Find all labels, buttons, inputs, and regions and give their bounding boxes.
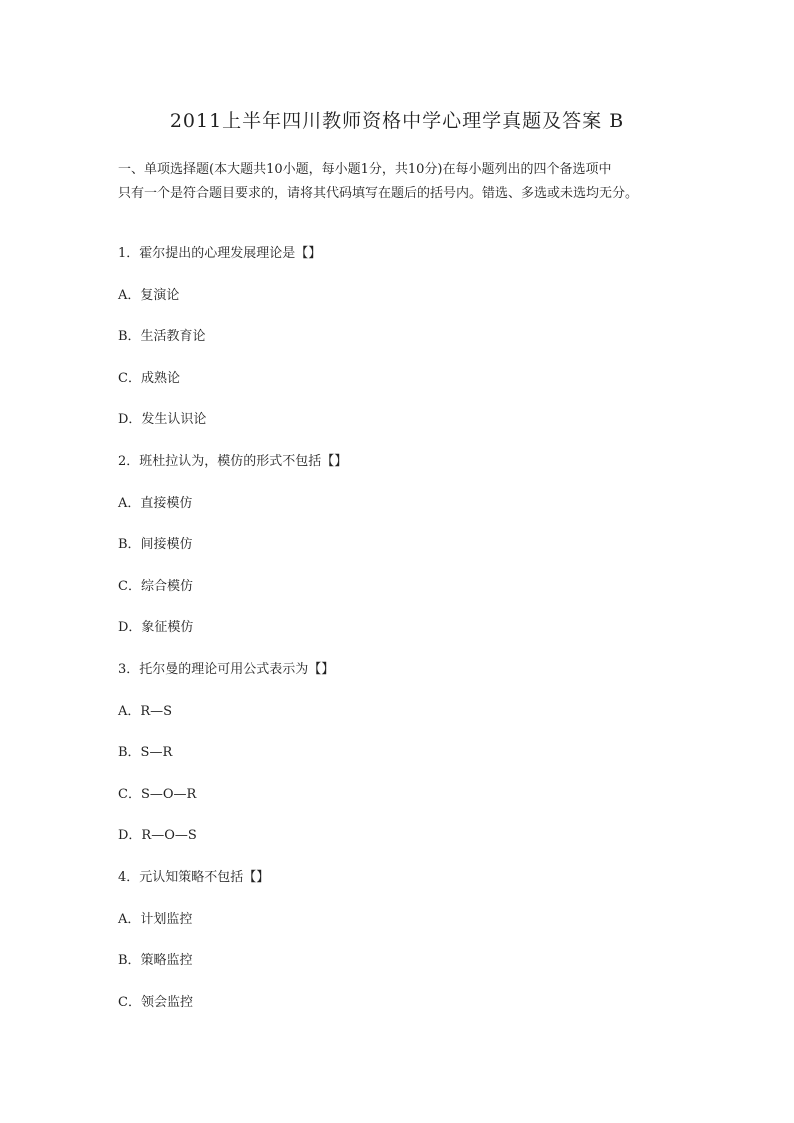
option-2b: B．间接模仿 (118, 537, 193, 553)
option-3c: C．S—O—R (118, 786, 197, 802)
document-title: 2011上半年四川教师资格中学心理学真题及答案 B (169, 110, 625, 132)
section-header-line-1: 一、单项选择题(本大题共10小题，每小题1分，共10分)在每小题列出的四个备选项中 (118, 162, 612, 177)
question-1: 1．霍尔提出的心理发展理论是【】 (118, 246, 322, 261)
option-2d: D．象征模仿 (118, 620, 194, 636)
option-3d: D．R—O—S (118, 828, 197, 844)
question-2: 2．班杜拉认为，模仿的形式不包括【】 (118, 453, 348, 469)
question-4: 4．元认知策略不包括【】 (118, 869, 270, 885)
option-4b: B．策略监控 (118, 953, 193, 969)
option-4a: A．计划监控 (118, 911, 193, 927)
option-1c: C．成熟论 (118, 370, 180, 386)
section-header (118, 158, 718, 206)
question-3: 3．托尔曼的理论可用公式表示为【】 (118, 661, 335, 677)
section-header-line-2: 只有一个是符合题目要求的，请将其代码填写在题后的括号内。错选、多选或未选均无分。 (118, 186, 639, 201)
option-3a: A．R—S (118, 703, 173, 719)
question-list (118, 244, 718, 1034)
option-4c: C．领会监控 (118, 994, 193, 1010)
option-2c: C．综合模仿 (118, 578, 193, 594)
option-3b: B．S—R (118, 745, 173, 761)
option-1a: A．复演论 (118, 287, 180, 303)
option-1d: D．发生认识论 (118, 412, 207, 428)
option-2a: A．直接模仿 (118, 495, 193, 511)
option-1b: B．生活教育论 (118, 329, 206, 345)
